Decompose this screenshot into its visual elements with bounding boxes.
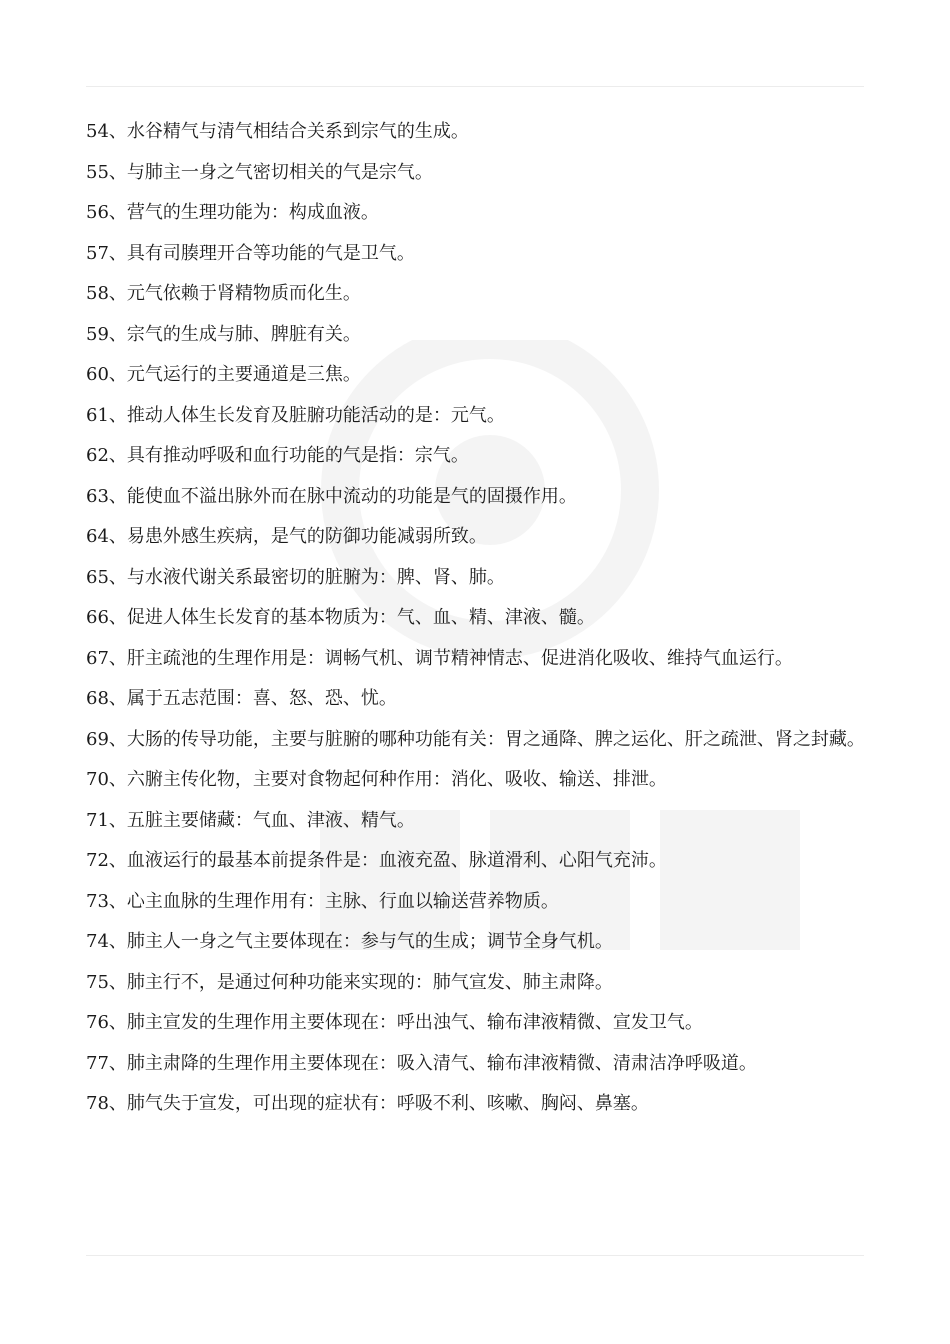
list-item: 77、肺主肃降的生理作用主要体现在：吸入清气、输布津液精微、清肃洁净呼吸道。 xyxy=(86,1052,757,1074)
list-item: 66、促进人体生长发育的基本物质为：气、血、精、津液、髓。 xyxy=(86,607,595,628)
list-item: 75、肺主行不，是通过何种功能来实现的：肺气宣发、肺主肃降。 xyxy=(86,971,613,993)
list-item: 72、血液运行的最基本前提条件是：血液充盈、脉道滑利、心阳气充沛。 xyxy=(86,850,667,871)
footer-rule xyxy=(86,1255,864,1256)
list-item: 74、肺主人一身之气主要体现在：参与气的生成；调节全身气机。 xyxy=(86,931,613,952)
list-item: 63、能使血不溢出脉外而在脉中流动的功能是气的固摄作用。 xyxy=(86,485,577,507)
list-item: 56、营气的生理功能为：构成血液。 xyxy=(86,202,379,223)
list-item: 76、肺主宣发的生理作用主要体现在：呼出浊气、输布津液精微、宣发卫气。 xyxy=(86,1012,703,1033)
list-item: 68、属于五志范围：喜、怒、恐、忧。 xyxy=(86,688,397,709)
list-item: 54、水谷精气与清气相结合关系到宗气的生成。 xyxy=(86,121,469,142)
list-item: 67、肝主疏池的生理作用是：调畅气机、调节精神情志、促进消化吸收、维持气血运行。 xyxy=(86,647,793,669)
list-item: 69、大肠的传导功能，主要与脏腑的哪种功能有关：胃之通降、脾之运化、肝之疏泄、肾之封藏。 xyxy=(86,728,865,750)
list-item: 55、与肺主一身之气密切相关的气是宗气。 xyxy=(86,161,433,183)
list-item: 60、元气运行的主要通道是三焦。 xyxy=(86,364,361,385)
list-item: 58、元气依赖于肾精物质而化生。 xyxy=(86,283,361,304)
list-item: 61、推动人体生长发育及脏腑功能活动的是：元气。 xyxy=(86,404,505,426)
list-item: 65、与水液代谢关系最密切的脏腑为：脾、肾、肺。 xyxy=(86,566,505,588)
header-rule xyxy=(86,86,864,87)
list-item: 78、肺气失于宣发，可出现的症状有：呼吸不利、咳嗽、胸闷、鼻塞。 xyxy=(86,1093,649,1114)
list-item: 59、宗气的生成与肺、脾脏有关。 xyxy=(86,323,361,345)
list-item: 70、六腑主传化物，主要对食物起何种作用：消化、吸收、输送、排泄。 xyxy=(86,769,667,790)
list-item: 71、五脏主要储藏：气血、津液、精气。 xyxy=(86,809,415,831)
list-item: 73、心主血脉的生理作用有：主脉、行血以输送营养物质。 xyxy=(86,890,559,912)
list-item: 64、易患外感生疾病，是气的防御功能减弱所致。 xyxy=(86,526,487,547)
qa-list xyxy=(86,112,866,1125)
list-item: 62、具有推动呼吸和血行功能的气是指：宗气。 xyxy=(86,445,469,466)
list-item: 57、具有司腠理开合等功能的气是卫气。 xyxy=(86,242,415,264)
